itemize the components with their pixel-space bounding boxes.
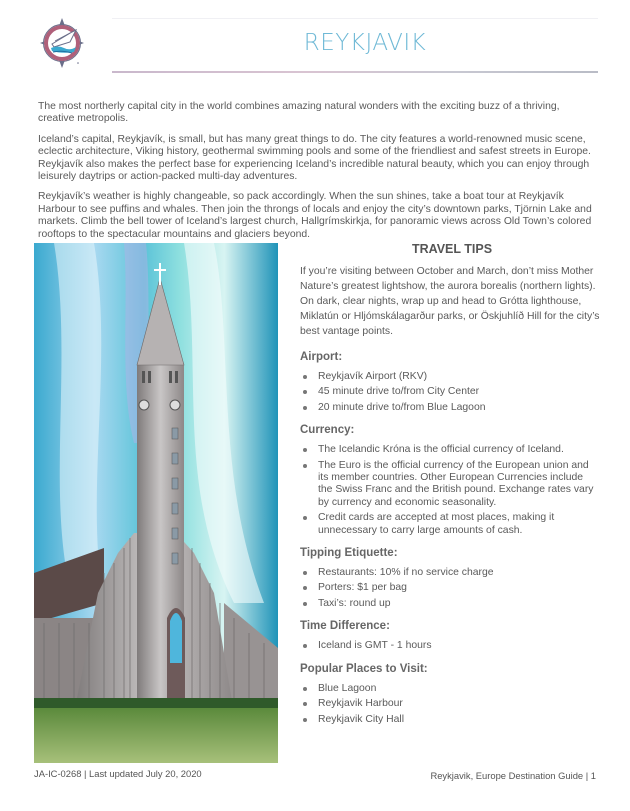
list-item-text: The Euro is the official currency of the European union and its member countries. Other European Currencies include the Swiss Franc and the British pound. Exchange rates vary by currency and economic seasonality. bbox=[318, 459, 594, 508]
header-divider bbox=[112, 71, 598, 73]
travel-tips-lead: If you’re visiting between October and March, don’t miss Mother Nature’s greatest lightshow, the aurora borealis (northern lights). On dark, clear nights, wrap up and head to Grótta lighthouse, Miklatún or Hljómskálagarður parks, or Öskjuhlíð Hill for the city’s best vantage points. bbox=[300, 266, 600, 337]
list-item bbox=[300, 714, 600, 726]
list-item bbox=[300, 386, 600, 398]
list-item-text: Reykjavik Harbour bbox=[318, 698, 403, 710]
time-difference-list bbox=[300, 640, 600, 652]
list-item-text: The Icelandic Króna is the official currency of Iceland. bbox=[318, 444, 564, 456]
bullet-icon bbox=[303, 718, 307, 722]
list-item-text: 45 minute drive to/from City Center bbox=[318, 386, 480, 398]
church-aurora-illustration bbox=[34, 243, 278, 763]
bullet-icon bbox=[303, 464, 307, 468]
list-item bbox=[300, 698, 600, 710]
list-item-text: Porters: $1 per bag bbox=[318, 582, 407, 594]
travel-tips-heading: TRAVEL TIPS bbox=[411, 242, 493, 256]
header-top-line bbox=[112, 18, 598, 19]
intro-paragraph: Reykjavík’s weather is highly changeable, so pack accordingly. When the sun shines, take a boat tour at Reykjavík Harbour to see puffins and whales. Then join the throngs of locals and enjoy the city’s downtown parks, Tjörnin Lake and markets. Climb the bell tower of Iceland’s largest church, Hallgrímskirkja, for panoramic views across Old Town’s colored rooftops to the spectacular mountains and glaciers beyond. bbox=[38, 191, 592, 240]
list-item-text: Taxi’s: round up bbox=[318, 597, 391, 609]
footer-document-id: JA-IC-0268 | Last updated July 20, 2020 bbox=[34, 768, 202, 779]
list-item bbox=[300, 640, 600, 652]
list-item-text: Iceland is GMT - 1 hours bbox=[318, 640, 432, 652]
section-heading-popular-places: Popular Places to Visit: bbox=[300, 662, 428, 675]
section-heading-currency: Currency: bbox=[300, 424, 355, 437]
currency-list bbox=[300, 444, 600, 537]
travel-tips-panel bbox=[300, 242, 600, 736]
airport-list bbox=[300, 371, 600, 414]
list-item bbox=[300, 512, 600, 537]
bullet-icon bbox=[303, 375, 307, 379]
page-title: REYKJAVIK bbox=[303, 30, 427, 56]
intro-section bbox=[38, 101, 598, 249]
list-item bbox=[300, 444, 600, 456]
list-item bbox=[300, 567, 600, 579]
section-heading-airport: Airport: bbox=[300, 351, 343, 363]
bullet-icon bbox=[303, 406, 307, 410]
bullet-icon bbox=[303, 702, 307, 706]
list-item-text: Credit cards are accepted at most places, making it unnecessary to carry large amounts of cash. bbox=[318, 512, 555, 536]
bullet-icon bbox=[303, 571, 307, 575]
bullet-icon bbox=[303, 516, 307, 520]
section-heading-time-difference: Time Difference: bbox=[300, 620, 390, 633]
list-item bbox=[300, 598, 600, 610]
list-item bbox=[300, 371, 600, 383]
list-item-text: Reykjavík Airport (RKV) bbox=[318, 371, 428, 382]
list-item-text: 20 minute drive to/from Blue Lagoon bbox=[318, 401, 486, 413]
list-item-text: Restaurants: 10% if no service charge bbox=[318, 567, 494, 579]
bullet-icon bbox=[303, 602, 307, 606]
popular-places-list bbox=[300, 683, 600, 726]
bullet-icon bbox=[303, 586, 307, 590]
list-item-text: Blue Lagoon bbox=[318, 682, 377, 694]
intro-paragraph: The most northerly capital city in the world combines amazing natural wonders with the exciting buzz of a thriving, creative metropolis. bbox=[38, 101, 560, 125]
footer-page-label: Reykjavik, Europe Destination Guide | 1 bbox=[430, 770, 596, 781]
tipping-list bbox=[300, 567, 600, 610]
bullet-icon bbox=[303, 390, 307, 394]
intro-paragraph: Iceland’s capital, Reykjavík, is small, but has many great things to do. The city features a world-renowned music scene, eclectic architecture, Viking history, geothermal swimming pools and some of the friendliest and safest streets in Europe. Reykjavík also makes the perfect base for experiencing Iceland’s incredible natural beauty, which you can enjoy through leisurely daytrips or action-packed multi-day adventures. bbox=[38, 133, 591, 183]
list-item-text: Reykjavik City Hall bbox=[318, 713, 405, 725]
bullet-icon bbox=[303, 448, 307, 452]
list-item bbox=[300, 402, 600, 414]
section-heading-tipping: Tipping Etiquette: bbox=[300, 547, 398, 560]
list-item bbox=[300, 582, 600, 594]
bullet-icon bbox=[303, 687, 307, 691]
list-item bbox=[300, 683, 600, 695]
list-item bbox=[300, 460, 600, 510]
bullet-icon bbox=[303, 644, 307, 648]
